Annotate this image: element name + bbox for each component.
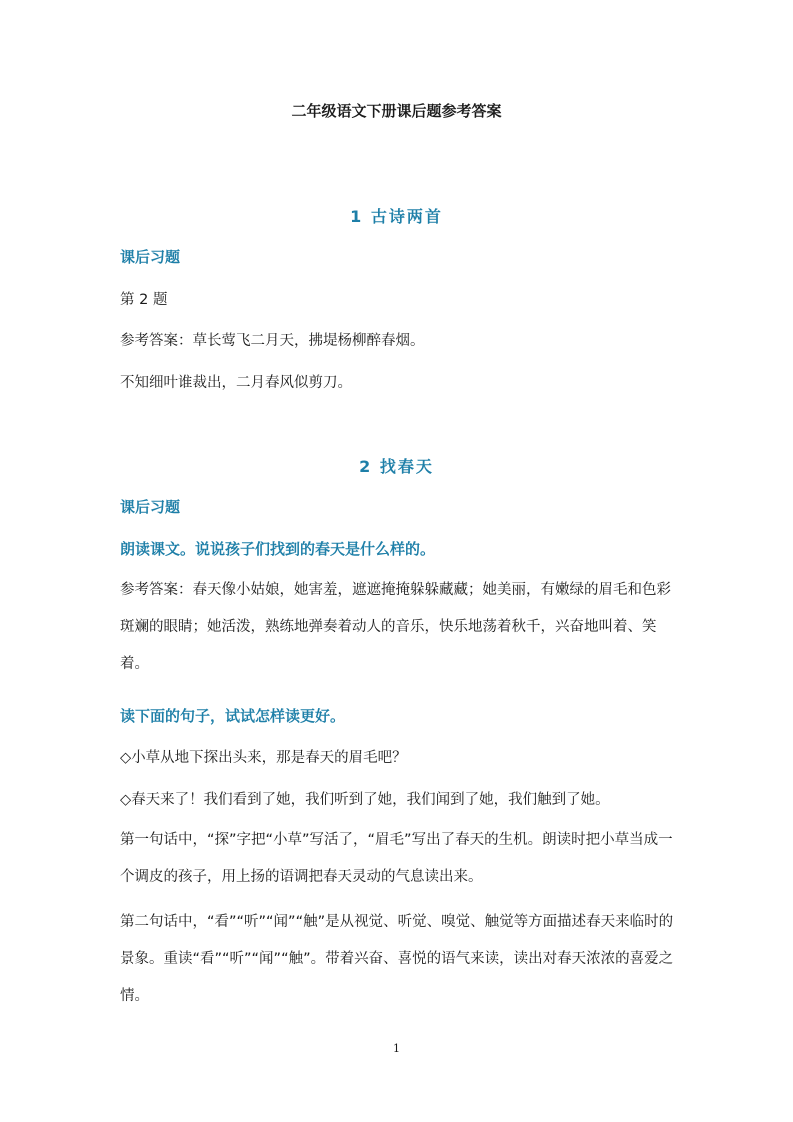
answer-line: 参考答案：草长莺飞二月天，拂堤杨柳醉春烟。 [120, 333, 425, 349]
question-heading: 朗读课文。说说孩子们找到的春天是什么样的。 [120, 540, 436, 558]
document-title: 二年级语文下册课后题参考答案 [291, 102, 502, 120]
section-subhead: 课后习题 [120, 498, 181, 516]
answer-paragraph: 参考答案：春天像小姑娘，她害羞，遮遮掩掩躲躲藏藏；她美丽，有嫩绿的眉毛和色彩斑斓的眼睛；她活泼，熟练地弹奏着动人的音乐，快乐地荡着秋千，兴奋地叫着、笑着。 [120, 582, 671, 672]
answer-line: 不知细叶谁裁出，二月春风似剪刀。 [120, 375, 352, 391]
section-title: 2 找春天 [359, 457, 434, 476]
section-subhead: 课后习题 [120, 248, 181, 266]
question-label: 第 2 题 [120, 292, 168, 308]
analysis-paragraph: 第一句话中，“探”字把“小草”写活了，“眉毛”写出了春天的生机。朗读时把小草当成一个调皮的孩子，用上扬的语调把春天灵动的气息读出来。 [120, 832, 673, 885]
question-heading: 读下面的句子，试试怎样读更好。 [120, 707, 346, 725]
page-number: 1 [393, 1042, 400, 1055]
section-title: 1 古诗两首 [350, 207, 443, 226]
example-sentence: ◇春天来了！我们看到了她，我们听到了她，我们闻到了她，我们触到了她。 [120, 792, 610, 808]
analysis-paragraph: 第二句话中，“看”“听”“闻”“触”是从视觉、听觉、嗅觉、触觉等方面描述春天来临时的景象。重读“看”“听”“闻”“触”。带着兴奋、喜悦的语气来读，读出对春天浓浓的喜爱之情。 [120, 914, 674, 1004]
example-sentence: ◇小草从地下探出头来，那是春天的眉毛吧？ [120, 750, 407, 766]
